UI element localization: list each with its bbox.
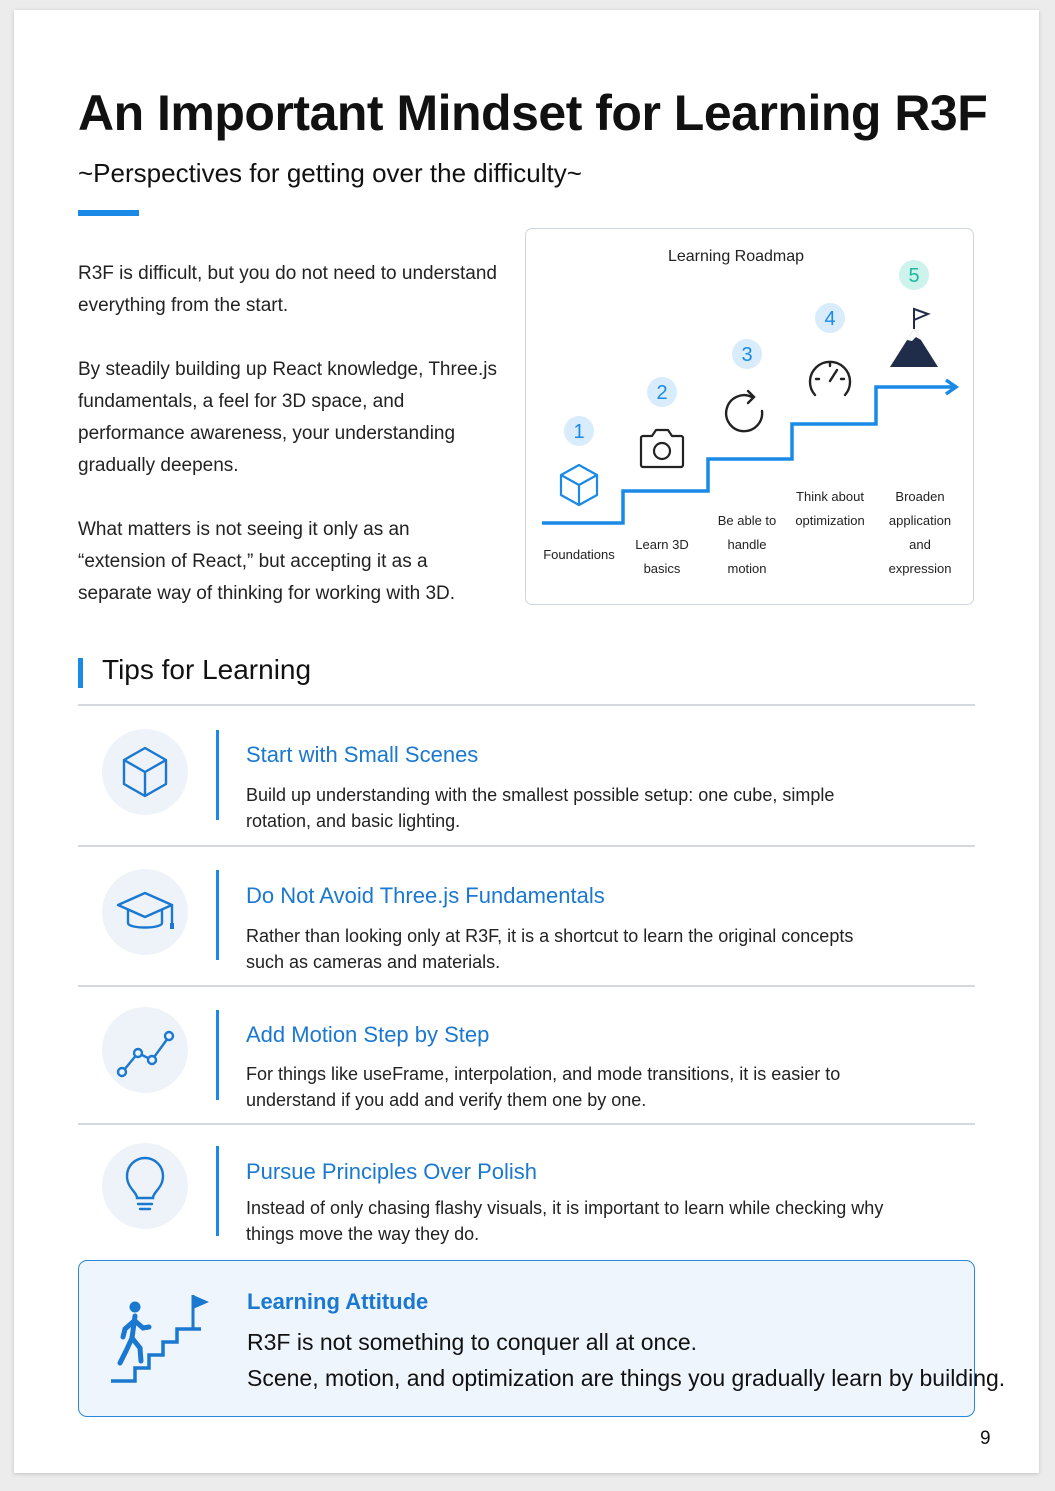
tip-icon-circle bbox=[102, 1143, 188, 1229]
intro-text bbox=[78, 258, 498, 642]
tips-heading: Tips for Learning bbox=[102, 654, 312, 685]
roadmap-step-5 bbox=[889, 260, 952, 576]
roadmap-step-1 bbox=[543, 416, 615, 562]
step-label: Broaden bbox=[895, 489, 945, 504]
tip-item bbox=[78, 860, 975, 980]
step-number: 2 bbox=[656, 382, 668, 404]
roadmap-graphic bbox=[526, 229, 975, 606]
section-heading-bar bbox=[78, 658, 83, 688]
tip-title: Add Motion Step by Step bbox=[246, 1022, 490, 1047]
step-label: basics bbox=[643, 561, 681, 576]
cube-icon bbox=[102, 729, 188, 815]
step-label: Learn 3D bbox=[635, 537, 689, 552]
step-number: 1 bbox=[573, 421, 585, 443]
callout-line: R3F is not something to conquer all at once. bbox=[247, 1329, 698, 1355]
camera-icon bbox=[641, 430, 683, 467]
tip-separator bbox=[78, 1123, 975, 1125]
step-label: motion bbox=[727, 561, 767, 576]
page-number: 9 bbox=[980, 1428, 991, 1449]
stairs-climber-icon bbox=[105, 1291, 215, 1386]
step-label: Be able to bbox=[717, 513, 777, 528]
step-number: 5 bbox=[908, 265, 920, 287]
mountain-flag-icon bbox=[890, 309, 938, 367]
tip-divider-line bbox=[216, 730, 219, 820]
tip-title: Do Not Avoid Three.js Fundamentals bbox=[246, 883, 605, 908]
tip-separator bbox=[78, 845, 975, 847]
learning-attitude-callout bbox=[78, 1260, 1006, 1417]
document-page bbox=[14, 10, 1039, 1473]
roadmap-step-4 bbox=[795, 303, 864, 528]
intro-paragraph: R3F is difficult, but you do not need to understand everything from the start. bbox=[78, 263, 497, 316]
tip-title: Pursue Principles Over Polish bbox=[246, 1159, 538, 1184]
section-divider bbox=[78, 704, 975, 706]
tip-icon-circle bbox=[102, 1007, 188, 1093]
step-number: 3 bbox=[741, 344, 753, 366]
tip-title: Start with Small Scenes bbox=[246, 742, 479, 767]
tip-description: Build up understanding with the smallest possible setup: one cube, simple rotation, and basic lighting. bbox=[246, 785, 835, 831]
lightbulb-icon bbox=[102, 1143, 188, 1229]
step-label: and bbox=[909, 537, 931, 552]
step-label: application bbox=[888, 513, 952, 528]
tip-divider-line bbox=[216, 870, 219, 960]
step-label: optimization bbox=[795, 513, 865, 528]
roadmap-title: Learning Roadmap bbox=[667, 248, 805, 265]
page-subtitle: ~Perspectives for getting over the difficulty~ bbox=[78, 158, 582, 188]
step-label: Foundations bbox=[543, 547, 615, 562]
tip-item bbox=[78, 1000, 975, 1120]
step-number: 4 bbox=[824, 308, 836, 330]
graduation-cap-icon bbox=[102, 869, 188, 955]
callout-title: Learning Attitude bbox=[247, 1289, 429, 1314]
tip-description: Rather than looking only at R3F, it is a shortcut to learn the original concepts such as cameras and materials. bbox=[246, 926, 854, 972]
intro-paragraph: What matters is not seeing it only as an “extension of React,” but accepting it as a separate way of thinking for working with 3D. bbox=[78, 519, 456, 604]
tip-icon-circle bbox=[102, 729, 188, 815]
step-label: expression bbox=[888, 561, 952, 576]
tip-item bbox=[78, 720, 975, 840]
tip-description: Instead of only chasing flashy visuals, it is important to learn while checking why things move the way they do. bbox=[246, 1198, 884, 1244]
tip-divider-line bbox=[216, 1010, 219, 1100]
page-title: An Important Mindset for Learning R3F bbox=[78, 85, 988, 141]
step-label: handle bbox=[727, 537, 767, 552]
roadmap-step-2 bbox=[635, 377, 688, 576]
roadmap-staircase-line bbox=[542, 387, 954, 523]
callout-line: Scene, motion, and optimization are things you gradually learn by building. bbox=[247, 1365, 1006, 1391]
speedometer-icon bbox=[810, 362, 850, 395]
learning-roadmap-panel bbox=[525, 228, 974, 605]
rotate-icon bbox=[726, 391, 762, 431]
title-accent-bar bbox=[78, 210, 139, 216]
tip-item bbox=[78, 1137, 975, 1257]
step-label: Think about bbox=[796, 489, 864, 504]
line-chart-icon bbox=[102, 1007, 188, 1093]
tip-divider-line bbox=[216, 1146, 219, 1236]
tip-separator bbox=[78, 985, 975, 987]
tip-icon-circle bbox=[102, 869, 188, 955]
tip-description: For things like useFrame, interpolation, and mode transitions, it is easier to understand if you add and verify them one by one. bbox=[246, 1064, 841, 1110]
intro-paragraph: By steadily building up React knowledge, Three.js fundamentals, a feel for 3D space, and performance awareness, your understanding gradually deepens. bbox=[78, 359, 497, 476]
cube-icon bbox=[561, 465, 597, 505]
